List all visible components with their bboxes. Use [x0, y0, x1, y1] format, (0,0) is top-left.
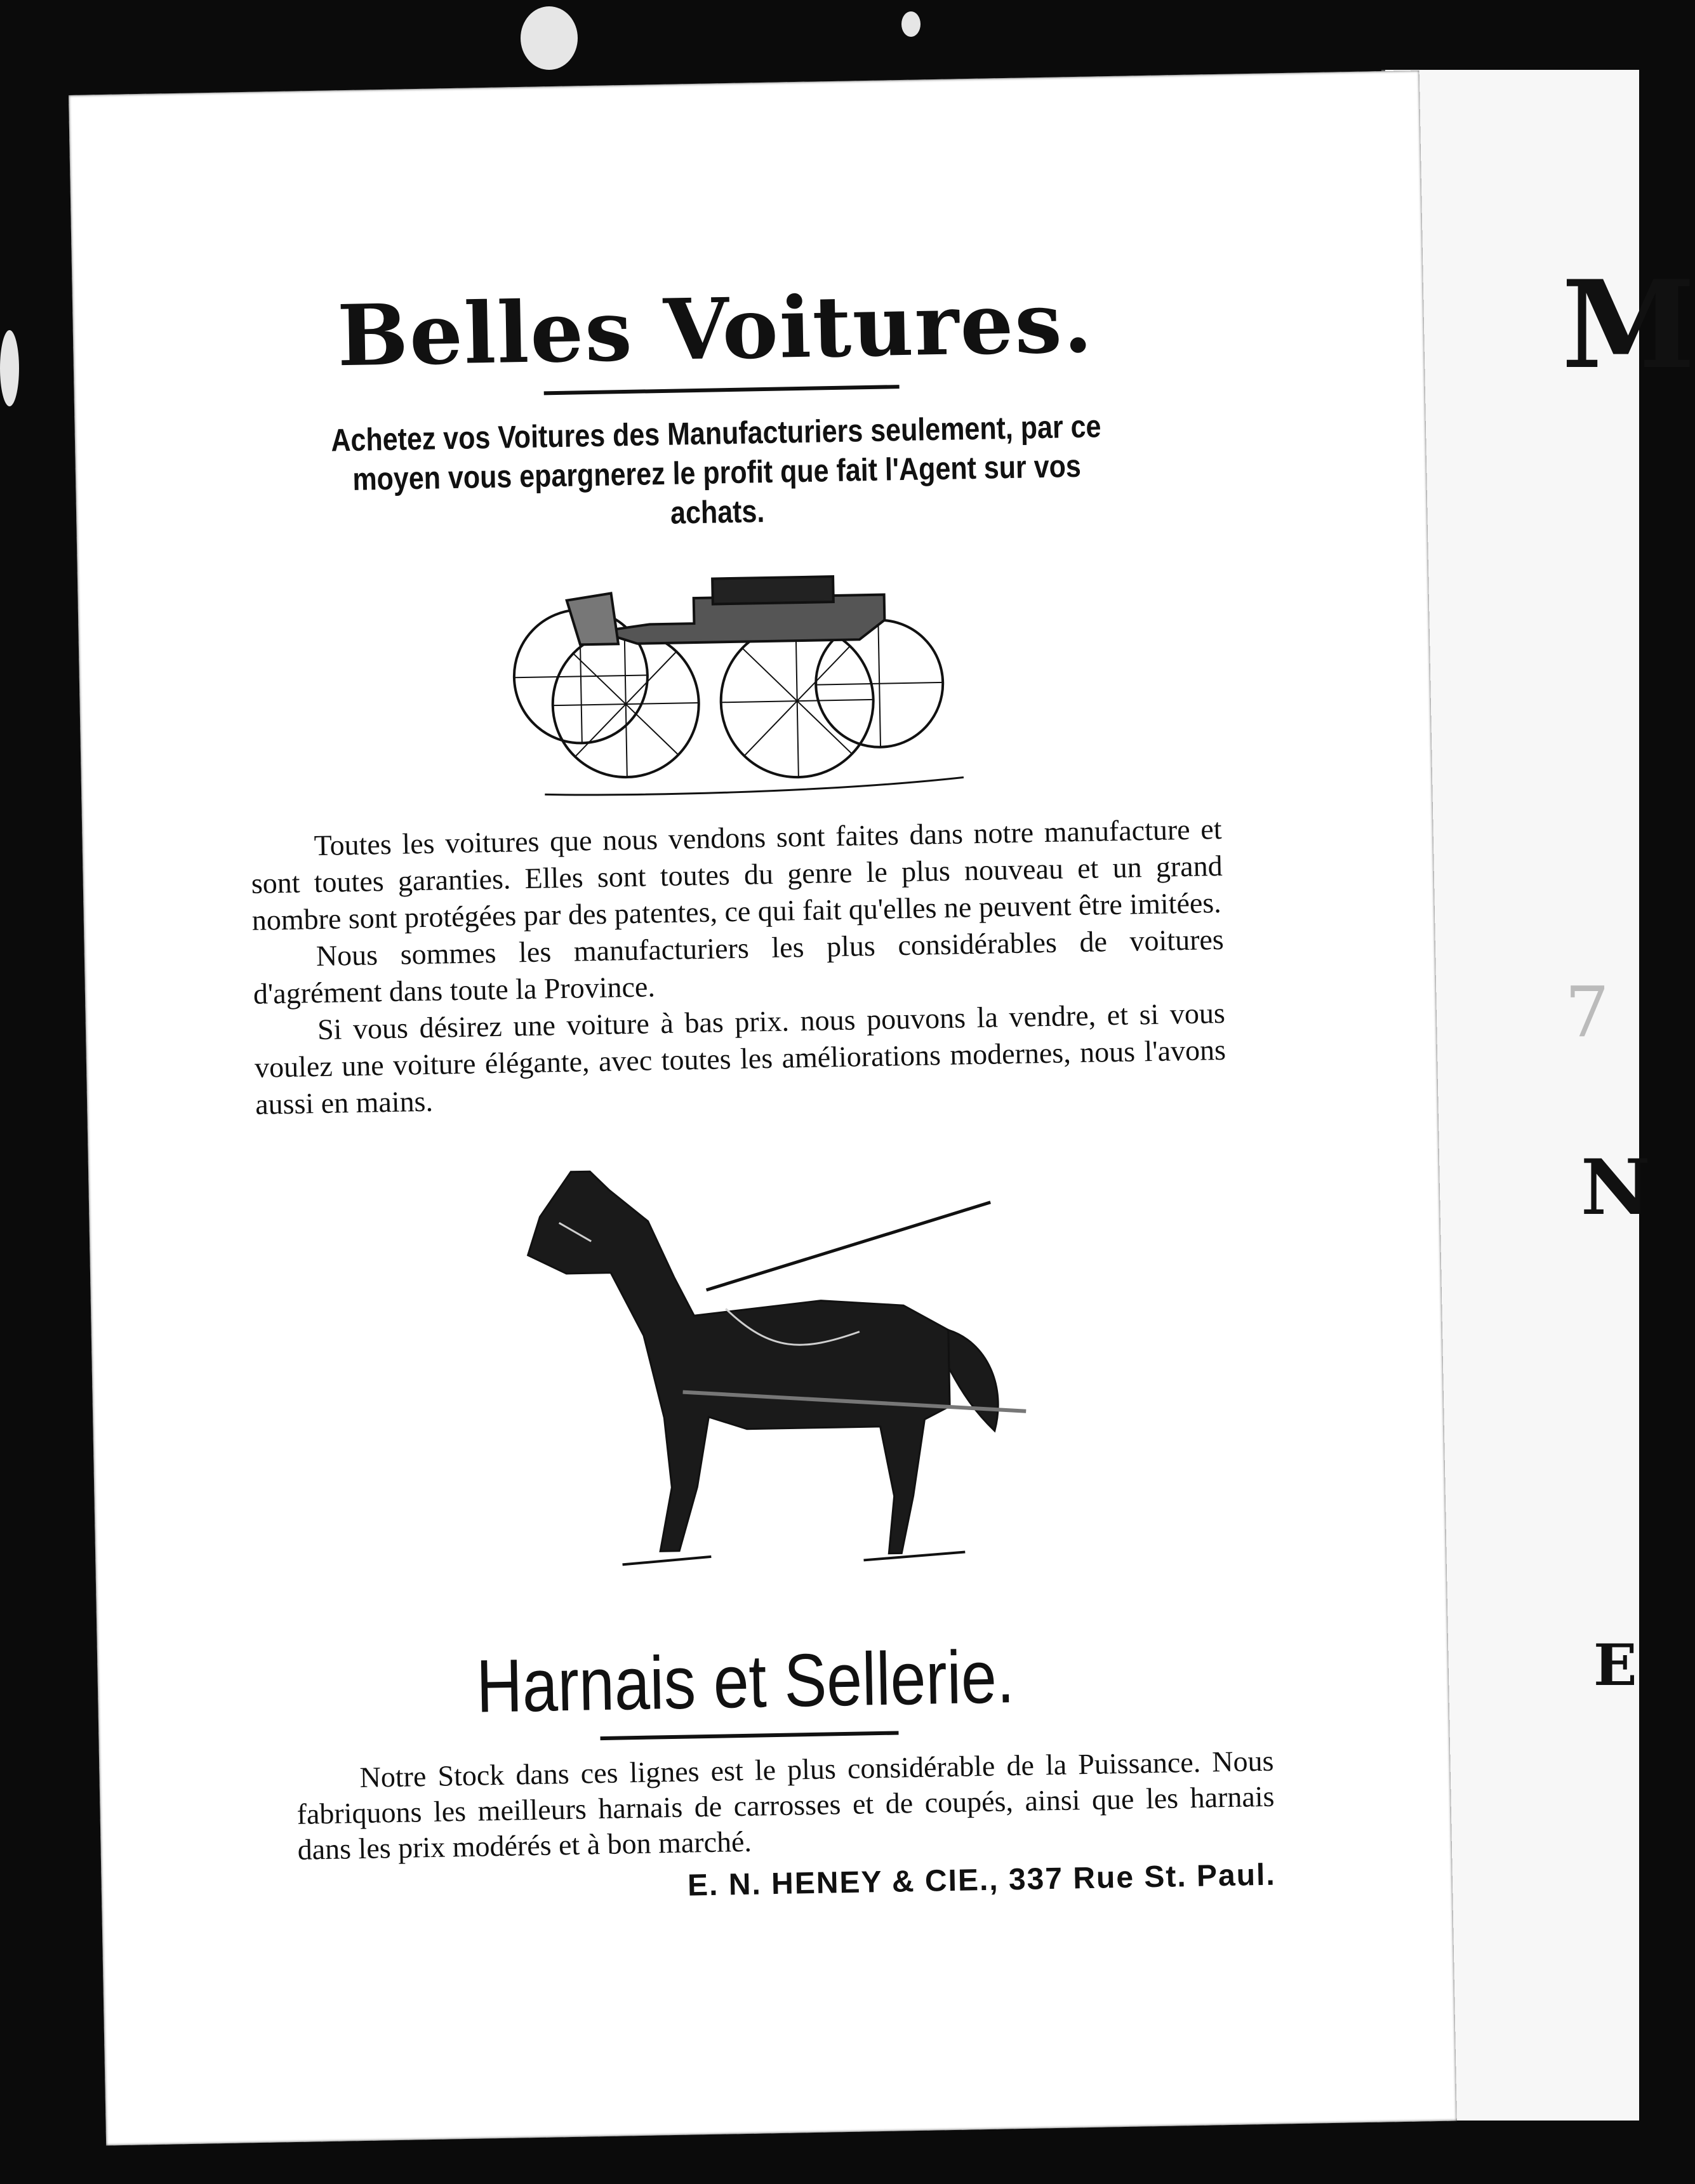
dust-speck	[521, 6, 578, 70]
title-underline	[544, 385, 900, 395]
right-page-faint-digit: 7	[1565, 971, 1609, 1053]
page-title: Belles Voitures.	[336, 273, 1094, 386]
dust-speck	[901, 11, 921, 37]
signature: E. N. HENEY & CIE., 337 Rue St. Paul.	[687, 1858, 1277, 1903]
right-page-letter: M	[1562, 254, 1695, 396]
right-page-letter: N	[1581, 1143, 1651, 1232]
carriage-illustration	[502, 549, 976, 811]
subtitle: Achetez vos Voitures des Manufacturiers seulement, par ce moyen vous epargnerez le profit que fait l'Agent sur vos achats.	[330, 408, 1101, 531]
paragraph: Si vous désirez une voiture à bas prix. nous pouvons la vendre, et si vous voulez une voiture élégante, avec toutes les améliorations modernes, nous l'avons aussi en mains.	[254, 996, 1226, 1121]
left-page	[69, 70, 1457, 2145]
section-underline	[601, 1731, 899, 1740]
paragraph: Notre Stock dans ces lignes est le plus considérable de la Puissance. Nous fabriquons les meilleurs harnais de carrosses et de coupés, ainsi que les harnais dans les prix modérés et à bon marché.	[296, 1744, 1275, 1866]
section-text	[296, 1743, 1275, 1868]
advertisement	[166, 169, 1277, 1903]
right-page-letter: E	[1593, 1632, 1637, 1699]
horse-illustration	[500, 1138, 1067, 1605]
section-heading: Harnais et Sellerie.	[475, 1635, 1015, 1729]
paragraph: Toutes les voitures que nous vendons sont faites dans notre manufacture et sont toutes garanties. Elles sont toutes du genre le plus nouveau et un grand nombre sont protégées par des patentes, ce qui fait qu'elles ne peuvent être imitées.	[251, 812, 1223, 936]
dust-speck	[0, 330, 19, 406]
body-text	[250, 811, 1226, 1123]
paragraph: Nous sommes les manufacturiers les plus considérables de voitures d'agrément dans toute la Province.	[253, 922, 1225, 1010]
